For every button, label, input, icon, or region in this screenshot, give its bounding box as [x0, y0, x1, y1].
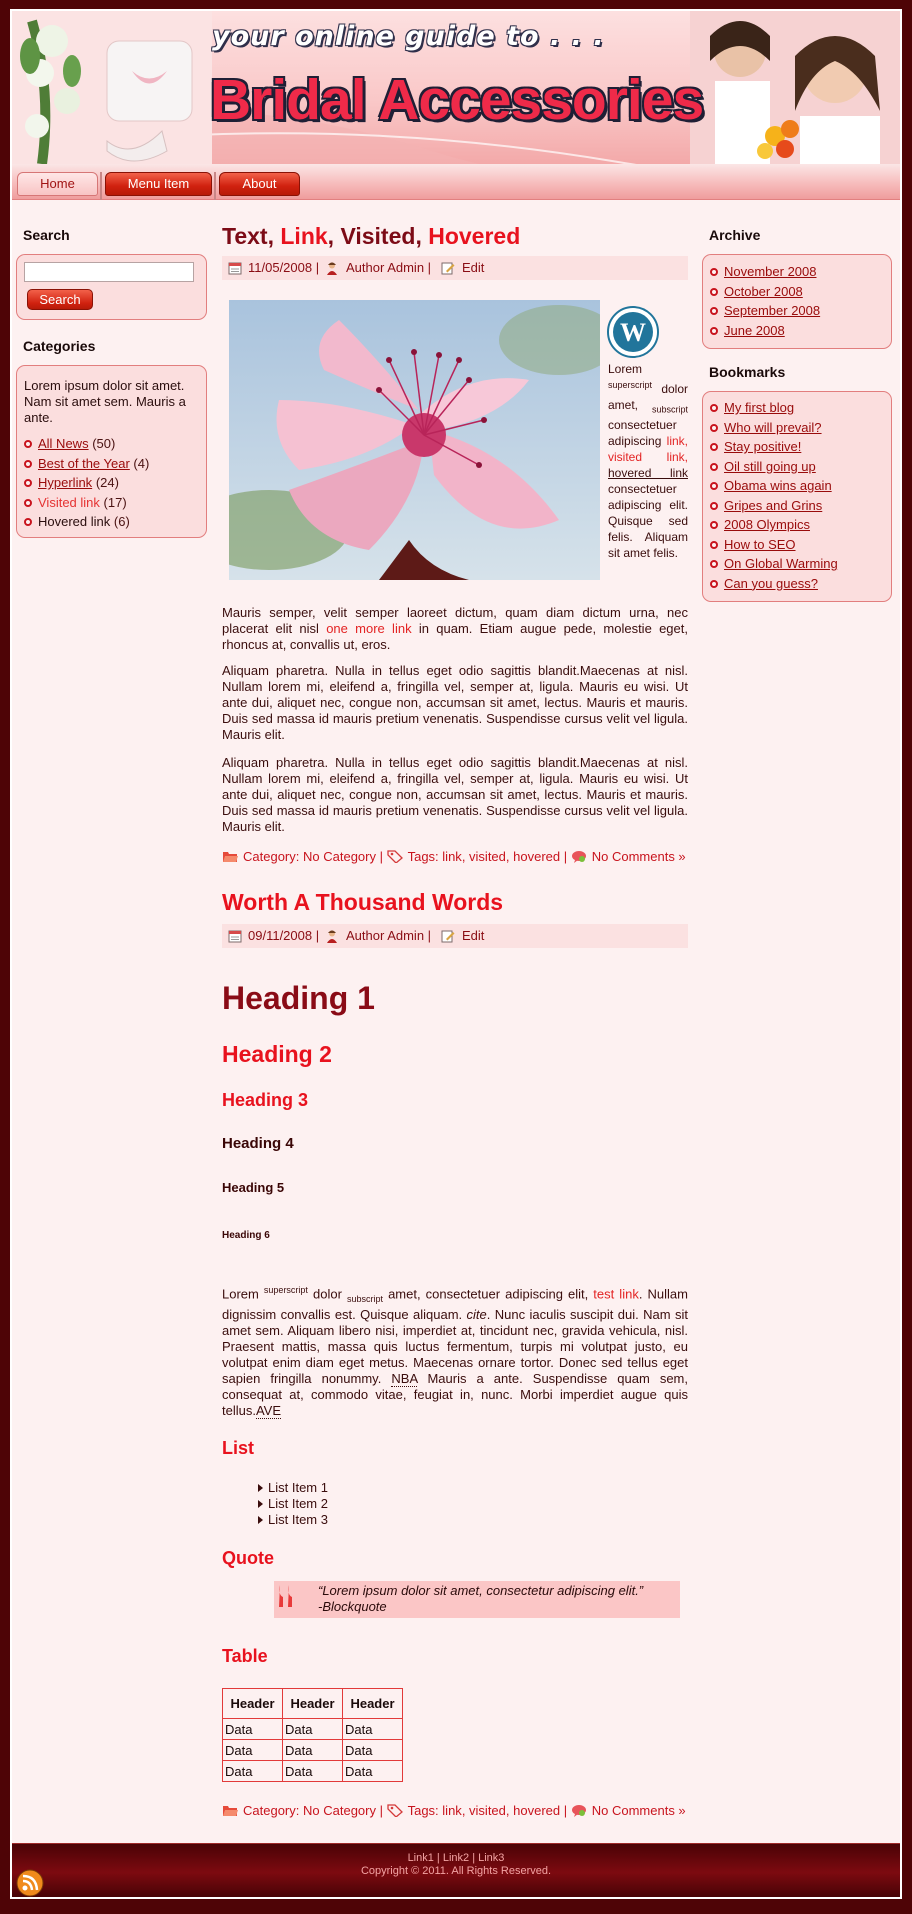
table-cell: Data — [223, 1719, 283, 1740]
title-hovered[interactable]: Hovered — [428, 223, 521, 249]
float-sup: superscript — [608, 380, 653, 390]
list-heading: List — [222, 1438, 255, 1458]
wordpress-logo-icon — [607, 306, 659, 358]
title-visited[interactable]: Visited — [340, 223, 416, 249]
float-text — [608, 361, 688, 561]
tag-link[interactable]: link — [442, 1803, 462, 1818]
tag-hovered[interactable]: hovered — [513, 1803, 561, 1818]
header-tagline: your online guide to . . . — [212, 21, 605, 52]
float-visited-link[interactable]: visited link, — [608, 450, 688, 465]
list-item — [24, 434, 149, 454]
title-sep: , — [327, 223, 341, 249]
comment-icon — [571, 850, 587, 863]
table-heading: Table — [222, 1646, 268, 1666]
item-count: (4) — [133, 455, 150, 471]
tag-hovered[interactable]: hovered — [513, 849, 561, 864]
bullet-icon — [710, 288, 718, 296]
post2-author[interactable]: Author Admin | — [346, 928, 432, 943]
post-author-name[interactable]: Author Admin — [346, 260, 425, 275]
bullet-icon — [710, 443, 718, 451]
bullet-icon — [710, 560, 718, 568]
float-sub: subscript — [651, 404, 688, 415]
category-link[interactable]: No Category — [303, 849, 376, 864]
list-link[interactable]: November 2008 — [724, 264, 817, 279]
list-link[interactable]: My first blog — [724, 400, 795, 415]
bullet-icon — [710, 307, 718, 315]
post-title[interactable] — [222, 223, 520, 250]
svg-text:W: W — [620, 318, 646, 347]
comment-icon — [571, 1804, 587, 1817]
list-item — [710, 398, 838, 418]
post2-title[interactable]: Worth A Thousand Words — [222, 889, 504, 915]
p2-sub: subscript — [346, 1293, 383, 1304]
brides-photo — [690, 11, 900, 164]
nav-menu-item[interactable]: Menu Item — [105, 172, 212, 196]
table-header-cell: Header — [343, 1689, 403, 1719]
list-item — [710, 301, 820, 321]
list-item — [710, 262, 820, 282]
list-link[interactable]: Stay positive! — [724, 439, 802, 454]
post1-paragraph-3: Aliquam pharetra. Nulla in tellus eget odio sagittis blandit.Maecenas at nisl. Nullam lorem mi, eleifend a, fringilla vel, semper at, ligula. Mauris eu wisi. Ut ante dui, aliquet nec, congue non, accumsan sit amet, lectus. Mauris et mauris. Duis sed massa id mauris pretium venenatis. Suspendisse cursus velit vel ligula. Mauris elit. — [222, 755, 688, 834]
calendar-icon — [228, 261, 242, 275]
quote-body: “Lorem ipsum dolor sit amet, consectetur adipiscing elit.” — [318, 1583, 644, 1598]
triangle-bullet-icon — [258, 1484, 263, 1492]
list-item — [24, 454, 149, 474]
bullet-icon — [710, 521, 718, 529]
bullet-icon — [24, 479, 32, 487]
post2-meta — [222, 924, 688, 948]
item-count: (50) — [92, 436, 116, 451]
bullet-icon — [24, 440, 32, 448]
heading-5: Heading 5 — [222, 1180, 285, 1195]
table-cell: Data — [343, 1719, 403, 1740]
table-cell: Data — [283, 1719, 343, 1740]
list-link[interactable]: September 2008 — [724, 303, 821, 318]
flowers-pillow-image — [12, 11, 212, 164]
footer-link-1[interactable]: Link1 — [407, 1852, 434, 1864]
bookmarks-widget — [702, 391, 892, 602]
post1-paragraph-2: Aliquam pharetra. Nulla in tellus eget odio sagittis blandit.Maecenas at nisl. Nullam lorem mi, eleifend a, fringilla vel, semper at, ligula. Mauris eu wisi. Ut ante dui, aliquet nec, congue non, accumsan sit amet, lectus. Mauris et mauris. Duis sed massa id mauris pretium venenatis. Suspendisse cursus velit vel ligula. Mauris elit. — [222, 663, 688, 742]
p2-dolor: dolor — [313, 1286, 342, 1302]
table-header-cell: Header — [223, 1689, 283, 1719]
p2-text-c: . Nunc iaculis suscipit dui. Nam sit amet sem. Aliquam libero nisi, imperdiet at, tincidunt nec, gravida vehicula, nisl. Praesent mattis, massa quis luctus fermentum, turpis mi volutpat justo, eu volutpat enim diam eget metus. Maecenas ornare tortor. Donec sed tellus eget sapien fringilla nonummy. — [222, 1306, 688, 1386]
tags-label: Tags: — [407, 1803, 439, 1818]
one-more-link[interactable]: one more link — [326, 621, 412, 636]
post-date: 11/05/2008 | — [248, 260, 320, 275]
list-link[interactable]: Hyperlink — [38, 475, 93, 490]
list-item — [710, 574, 838, 594]
p2-lorem: Lorem — [222, 1286, 259, 1302]
category-link[interactable]: No Category — [303, 1803, 376, 1818]
list-link[interactable]: Gripes and Grins — [724, 497, 823, 513]
bullet-icon — [710, 268, 718, 276]
list-link[interactable]: Who will prevail? — [724, 419, 822, 435]
search-button[interactable]: Search — [27, 289, 93, 310]
table-cell: Data — [283, 1740, 343, 1761]
categories-widget — [16, 365, 207, 538]
list-item — [710, 554, 838, 574]
tag-visited[interactable]: visited — [469, 1803, 506, 1818]
tags-label: Tags: — [407, 849, 439, 864]
footer-link-2[interactable]: Link2 — [442, 1852, 470, 1864]
author-icon — [325, 929, 339, 943]
demo-list — [258, 1480, 328, 1528]
list-link[interactable]: Can you guess? — [724, 575, 818, 591]
list-item — [258, 1512, 328, 1528]
folder-icon — [222, 850, 238, 863]
title-sep: , — [415, 223, 429, 249]
table-row — [223, 1719, 403, 1740]
folder-icon — [222, 1804, 238, 1817]
footer-links: Link1 | Link2 | Link3 — [407, 1852, 505, 1864]
nav-separator — [100, 172, 102, 200]
title-link[interactable]: Link — [280, 223, 328, 249]
nav-separator — [214, 172, 216, 200]
abbr-ave[interactable]: AVE — [255, 1402, 282, 1418]
list-item — [258, 1496, 328, 1512]
heading-6: Heading 6 — [222, 1230, 270, 1241]
post-date-value: 11/05/2008 — [248, 260, 313, 275]
quote-text — [318, 1583, 643, 1615]
flower-photo — [229, 300, 600, 580]
list-link[interactable]: On Global Warming — [724, 556, 838, 571]
blockquote — [274, 1581, 680, 1618]
table-cell: Data — [223, 1740, 283, 1761]
nav-home[interactable]: Home — [17, 172, 98, 196]
table-cell: Data — [343, 1740, 403, 1761]
archive-widget — [702, 254, 892, 349]
site-header — [12, 11, 900, 164]
tag-icon — [387, 1804, 403, 1817]
float-hovered-link[interactable]: hovered link — [608, 466, 688, 481]
search-input[interactable] — [24, 262, 194, 282]
post-author[interactable]: Author Admin | — [346, 260, 432, 275]
calendar-icon — [228, 929, 242, 943]
bullet-icon — [24, 460, 32, 468]
tag-visited[interactable]: visited — [469, 849, 506, 864]
archive-widget-title: Archive — [709, 227, 761, 243]
edit-icon — [441, 929, 455, 943]
quote-heading: Quote — [222, 1548, 274, 1568]
edit-link[interactable]: Edit — [462, 260, 485, 275]
post2-date: 09/11/2008 | — [248, 928, 320, 943]
heading-1: Heading 1 — [222, 980, 375, 1016]
list-item-text: List Item 1 — [268, 1480, 328, 1495]
table-row — [223, 1761, 403, 1782]
list-link[interactable]: Obama wins again — [724, 478, 832, 493]
nav-about[interactable]: About — [219, 172, 300, 196]
post2-edit-link[interactable]: Edit — [462, 928, 485, 943]
float-dolor: dolor amet, — [608, 382, 688, 412]
post2-author-name[interactable]: Author Admin — [346, 928, 425, 943]
test-link[interactable]: test link — [593, 1286, 639, 1302]
abbr-nba[interactable]: NBA — [391, 1370, 418, 1386]
categories-list — [24, 434, 149, 532]
list-item — [710, 418, 838, 438]
post1-paragraph-1 — [222, 605, 688, 653]
search-widget-title: Search — [23, 227, 70, 243]
float-rest2: consectetuer adipiscing elit. Quisque sed felis. Aliquam sit amet felis. — [608, 482, 688, 561]
table-cell: Data — [223, 1761, 283, 1782]
float-lorem: Lorem — [608, 362, 643, 376]
float-rest: consectetuer adipiscing — [608, 418, 677, 449]
bullet-icon — [710, 502, 718, 510]
triangle-bullet-icon — [258, 1516, 263, 1524]
tag-icon — [387, 850, 403, 863]
p2-sup: superscript — [263, 1285, 308, 1295]
tag-link[interactable]: link — [442, 849, 462, 864]
list-link[interactable]: How to SEO — [724, 536, 796, 552]
post-meta — [222, 256, 688, 280]
p2-text-d: Mauris a ante. Suspendisse quam sem, consequat at, commodo vitae, feugiat in, nunc. Morbi imperdiet augue quis tellus. — [222, 1370, 688, 1418]
comments-link[interactable]: No Comments » — [591, 1803, 686, 1818]
main-navigation — [12, 164, 900, 200]
bullet-icon — [24, 499, 32, 507]
list-link[interactable]: Best of the Year — [38, 455, 130, 471]
quote-mark-icon — [278, 1583, 298, 1609]
site-footer — [12, 1843, 900, 1899]
list-item — [710, 535, 838, 555]
table-header-cell: Header — [283, 1689, 343, 1719]
title-text: Text — [222, 223, 268, 249]
bullet-icon — [710, 463, 718, 471]
p1-text-a: Mauris semper, velit semper laoreet dictum, quam diam dictum urna, nec placerat elit nisl — [222, 605, 688, 636]
list-link[interactable]: Oil still going up — [724, 458, 816, 474]
p2-text-b: . Nullam dignissim convallis est. Quisque aliquam. — [222, 1286, 688, 1322]
bullet-icon — [710, 482, 718, 490]
bullet-icon — [710, 580, 718, 588]
p2-cite: cite — [466, 1306, 487, 1322]
list-item — [710, 282, 820, 302]
table-row — [223, 1740, 403, 1761]
bullet-icon — [710, 541, 718, 549]
list-item-text: List Item 3 — [268, 1512, 328, 1527]
bullet-icon — [710, 424, 718, 432]
list-item — [710, 515, 838, 535]
footer-link-3[interactable]: Link3 — [478, 1852, 505, 1864]
triangle-bullet-icon — [258, 1500, 263, 1508]
item-count: (24) — [95, 475, 119, 490]
p2-text-a: amet, consectetuer adipiscing elit, — [388, 1286, 589, 1302]
table-cell: Data — [283, 1761, 343, 1782]
list-item — [710, 496, 838, 516]
list-link[interactable]: Hovered link — [38, 514, 111, 529]
bullet-icon — [24, 518, 32, 526]
archive-list — [710, 262, 820, 340]
post2-date-value: 09/11/2008 — [248, 928, 313, 943]
heading-4: Heading 4 — [222, 1135, 294, 1152]
heading-2: Heading 2 — [222, 1041, 332, 1067]
quote-source: -Blockquote — [318, 1599, 387, 1614]
list-item — [24, 473, 149, 493]
title-sep: , — [267, 223, 281, 249]
list-item — [710, 321, 820, 341]
edit-icon — [441, 261, 455, 275]
list-item — [710, 457, 838, 477]
category-label: Category: — [243, 849, 300, 864]
bookmarks-list — [710, 398, 838, 593]
post2-footer-meta: Category: No Category | Tags: link, visited, hovered | No Comments » — [222, 1801, 688, 1821]
categories-intro: Lorem ipsum dolor sit amet. Nam sit amet sem. Mauris a ante. — [24, 378, 186, 425]
post1-footer-meta: Category: No Category | Tags: link, visited, hovered | No Comments » — [222, 847, 688, 867]
p1-text-b: in quam. Etiam augue pede, molestie eget, rhoncus at, convallis ut, eros. — [222, 621, 688, 652]
table-cell: Data — [343, 1761, 403, 1782]
float-link[interactable]: link, — [666, 434, 688, 449]
list-link[interactable]: 2008 Olympics — [724, 517, 810, 532]
table-header-row — [223, 1689, 403, 1719]
list-item — [710, 476, 838, 496]
rss-icon[interactable] — [16, 1869, 44, 1897]
category-label: Category: — [243, 1803, 300, 1818]
bullet-icon — [710, 404, 718, 412]
list-item — [258, 1480, 328, 1496]
site-brand-title[interactable]: Bridal Accessories — [210, 68, 704, 132]
bullet-icon — [710, 327, 718, 335]
list-item — [24, 493, 149, 513]
copyright: Copyright © 2011. All Rights Reserved. — [360, 1865, 552, 1877]
demo-table — [222, 1688, 403, 1782]
list-link[interactable]: All News — [38, 436, 89, 451]
post2-paragraph — [222, 1282, 688, 1419]
list-item — [24, 512, 149, 532]
heading-3: Heading 3 — [222, 1090, 309, 1110]
comments-link[interactable]: No Comments » — [591, 849, 686, 864]
item-count: (6) — [113, 514, 130, 529]
page-frame — [10, 9, 902, 1899]
list-link[interactable]: Visited link — [38, 494, 100, 510]
categories-widget-title: Categories — [23, 338, 96, 354]
list-item — [710, 437, 838, 457]
list-item-text: List Item 2 — [268, 1496, 328, 1511]
item-count: (17) — [103, 494, 127, 510]
bookmarks-widget-title: Bookmarks — [709, 364, 786, 380]
author-icon — [325, 261, 339, 275]
search-widget — [16, 254, 207, 320]
list-link[interactable]: June 2008 — [724, 322, 785, 338]
list-link[interactable]: October 2008 — [724, 283, 803, 299]
